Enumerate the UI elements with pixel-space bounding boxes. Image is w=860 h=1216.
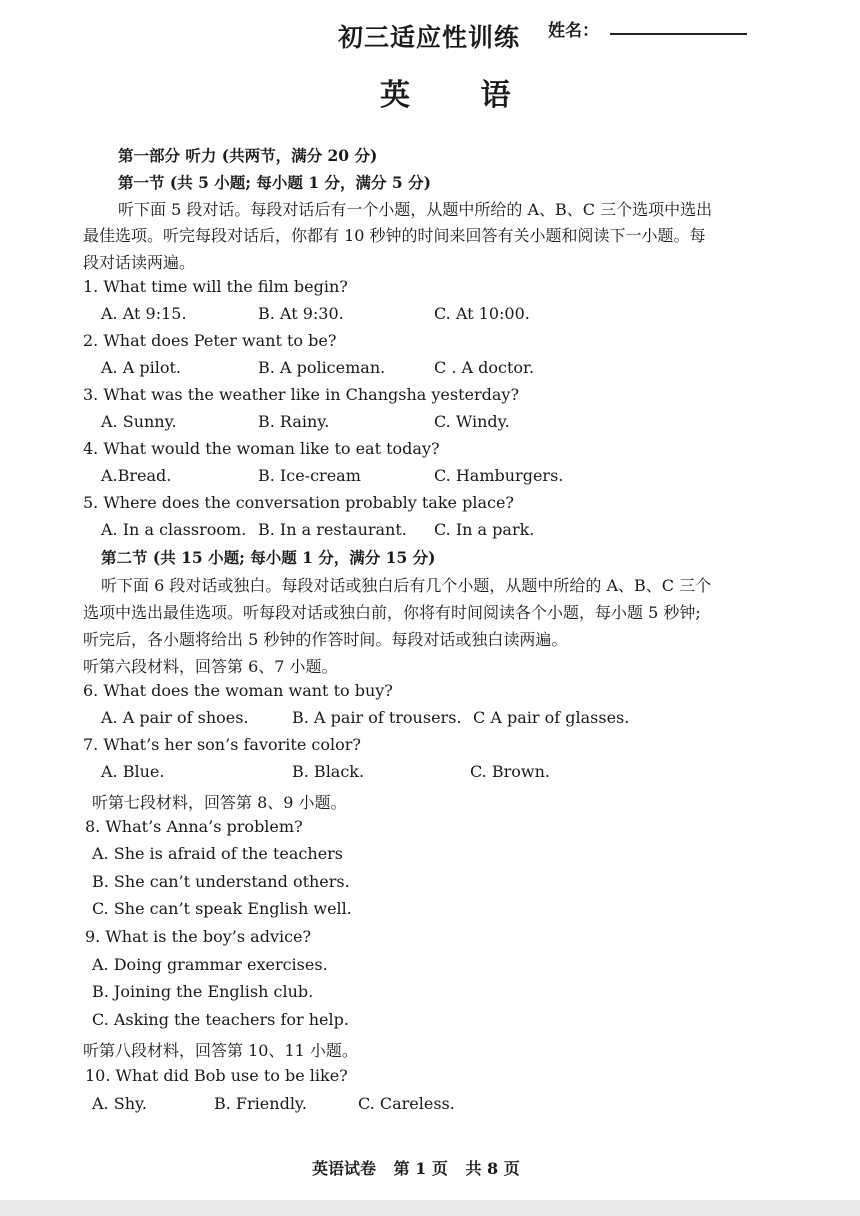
option-a: A. She is afraid of the teachers <box>92 844 344 863</box>
question-5: 5. Where does the conversation probably take place? <box>83 493 514 512</box>
section2-instructions-line: 选项中选出最佳选项。听每段对话或独白前，你将有时间阅读各个小题，每小题 5 秒钟; <box>83 603 701 622</box>
question-10: 10. What did Bob use to be like? <box>85 1066 348 1085</box>
option-b: B. Black. <box>292 762 365 781</box>
option-a: A. Shy. <box>92 1094 147 1113</box>
name-label: 姓名： <box>548 21 599 41</box>
option-b: B. At 9:30. <box>258 304 344 323</box>
question-4: 4. What would the woman like to eat today? <box>83 439 440 458</box>
footer-page-number: 第 1 页 <box>393 1159 448 1178</box>
footer-total-pages: 共 8 页 <box>465 1159 520 1178</box>
option-c: C A pair of glasses. <box>473 708 630 727</box>
part1-heading: 第一部分 听力 (共两节，满分 20 分) <box>118 146 378 165</box>
question-1: 1. What time will the film begin? <box>83 277 348 296</box>
option-c: C. Brown. <box>470 762 550 781</box>
option-b: B. Rainy. <box>258 412 330 431</box>
question-8: 8. What’s Anna’s problem? <box>85 817 303 836</box>
footer-subject: 英语试卷 <box>312 1159 377 1178</box>
option-c: C. Asking the teachers for help. <box>92 1010 349 1029</box>
bottom-strip <box>0 1200 860 1216</box>
option-c: C. She can’t speak English well. <box>92 899 352 918</box>
option-b: B. A pair of trousers. <box>292 708 462 727</box>
section1-heading: 第一节 (共 5 小题; 每小题 1 分，满分 5 分) <box>118 173 431 192</box>
option-a: A. Doing grammar exercises. <box>92 955 328 974</box>
option-c: C. Careless. <box>358 1094 455 1113</box>
question-7: 7. What’s her son’s favorite color? <box>83 735 361 754</box>
section2-heading: 第二节 (共 15 小题; 每小题 1 分，满分 15 分) <box>101 548 436 567</box>
question-3: 3. What was the weather like in Changsha yesterday? <box>83 385 520 404</box>
option-a: A. A pilot. <box>101 358 181 377</box>
option-a: A. Sunny. <box>101 412 177 431</box>
page-footer <box>312 1156 532 1179</box>
question-9: 9. What is the boy’s advice? <box>85 927 312 946</box>
material-6-heading: 听第六段材料，回答第 6、7 小题。 <box>83 657 338 676</box>
material-8-heading: 听第八段材料，回答第 10、11 小题。 <box>83 1041 358 1060</box>
section1-instructions-line: 段对话读两遍。 <box>83 253 196 272</box>
option-c: C. At 10:00. <box>434 304 530 323</box>
section2-instructions-line: 听完后，各小题将给出 5 秒钟的作答时间。每段对话或独白读两遍。 <box>83 630 568 649</box>
option-a: A.Bread. <box>101 466 172 485</box>
option-a: A. In a classroom. <box>101 520 247 539</box>
option-c: C. Hamburgers. <box>434 466 564 485</box>
option-b: B. Ice-cream <box>258 466 361 485</box>
section1-instructions-line: 听下面 5 段对话。每段对话后有一个小题，从题中所给的 A、B、C 三个选项中选出 <box>118 200 713 219</box>
option-a: A. Blue. <box>101 762 165 781</box>
name-blank-line <box>610 33 747 35</box>
option-a: A. At 9:15. <box>101 304 187 323</box>
option-a: A. A pair of shoes. <box>101 708 249 727</box>
material-7-heading: 听第七段材料，回答第 8、9 小题。 <box>92 793 347 812</box>
option-b: B. She can’t understand others. <box>92 872 350 891</box>
option-b: B. Joining the English club. <box>92 982 314 1001</box>
section2-instructions-line: 听下面 6 段对话或独白。每段对话或独白后有几个小题，从题中所给的 A、B、C 三个 <box>101 576 712 595</box>
subject-title: 英 语 <box>380 78 541 113</box>
question-6: 6. What does the woman want to buy? <box>83 681 393 700</box>
option-b: B. In a restaurant. <box>258 520 407 539</box>
section1-instructions-line: 最佳选项。听完每段对话后，你都有 10 秒钟的时间来回答有关小题和阅读下一小题。每 <box>83 226 706 245</box>
option-c: C. Windy. <box>434 412 510 431</box>
option-b: B. Friendly. <box>214 1094 307 1113</box>
question-2: 2. What does Peter want to be? <box>83 331 337 350</box>
option-c: C . A doctor. <box>434 358 535 377</box>
exam-title: 初三适应性训练 <box>338 23 521 52</box>
option-b: B. A policeman. <box>258 358 386 377</box>
option-c: C. In a park. <box>434 520 535 539</box>
